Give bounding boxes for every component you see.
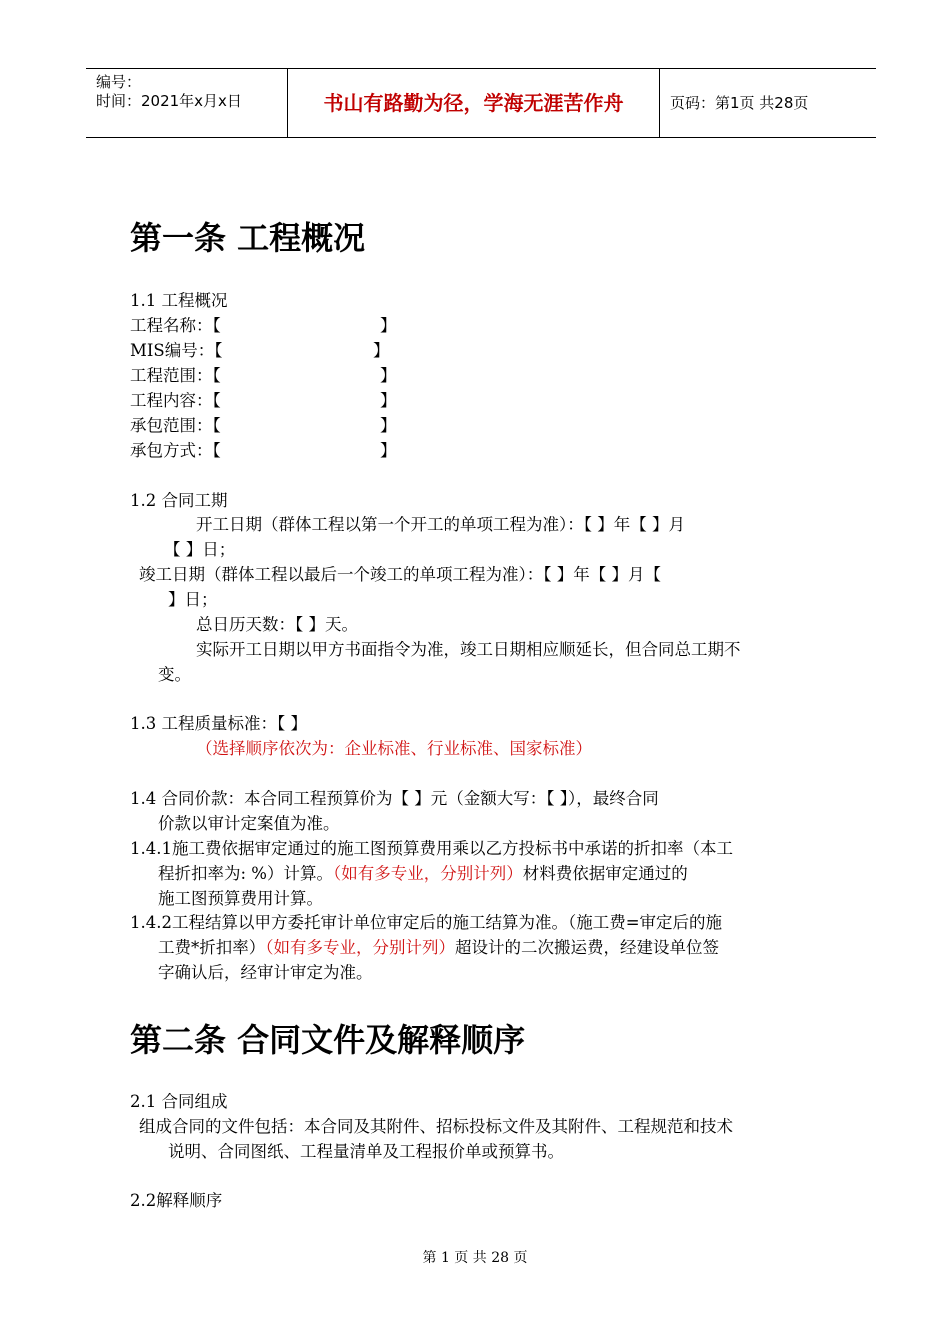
s21-line1: 组成合同的文件包括：本合同及其附件、招标投标文件及其附件、工程规范和技术 — [139, 1117, 733, 1136]
time-label: 时间：2021年x月x日 — [96, 92, 242, 110]
total-days: 总日历天数：【 】天。 — [196, 615, 358, 634]
field-close: 】 — [380, 441, 397, 460]
field-project-scope — [130, 363, 397, 388]
number-label: 编号： — [96, 73, 142, 91]
field-label: 承包范围：【 — [130, 416, 221, 435]
start-date-line1: 开工日期（群体工程以第一个开工的单项工程为准）：【 】年【 】月 — [196, 515, 685, 534]
s11-heading: 1.1 工程概况 — [130, 291, 228, 310]
s12-heading: 1.2 合同工期 — [130, 491, 228, 510]
s142-line2 — [158, 935, 719, 960]
s142-line2-b: 超设计的二次搬运费，经建设单位签 — [455, 938, 719, 957]
s14-line2: 价款以审计定案值为准。 — [158, 814, 340, 833]
s142-line3: 字确认后，经审计审定为准。 — [158, 963, 373, 982]
s13-heading: 1.3 工程质量标准：【 】 — [130, 714, 307, 733]
field-contract-method — [130, 438, 397, 463]
section1-title: 第一条 工程概况 — [130, 219, 366, 257]
field-close: 】 — [380, 416, 397, 435]
field-close: 】 — [380, 366, 397, 385]
s141-line2-b: 材料费依据审定通过的 — [522, 864, 688, 883]
s21-line2: 说明、合同图纸、工程量清单及工程报价单或预算书。 — [168, 1142, 564, 1161]
s141-line1: 1.4.1施工费依据审定通过的施工图预算费用乘以乙方投标书中承诺的折扣率（本工 — [130, 839, 733, 858]
s141-line2-a: 程折扣率为: %）计算。 — [158, 864, 333, 883]
field-mis-number — [130, 338, 390, 363]
start-date-line2: 【 】日； — [164, 540, 236, 559]
s142-line2-a: 工费*折扣率） — [158, 938, 266, 957]
header-motto: 书山有路勤为径，学海无涯苦作舟 — [287, 69, 660, 137]
s21-heading: 2.1 合同组成 — [130, 1092, 228, 1111]
s141-note: （如有多专业，分别计列） — [332, 864, 523, 883]
s22-heading: 2.2解释顺序 — [130, 1191, 223, 1210]
header-meta — [86, 69, 287, 137]
field-label: MIS编号：【 — [130, 341, 223, 360]
s14-line1: 1.4 合同价款：本合同工程预算价为【 】元（金额大写：【 】），最终合同 — [130, 789, 659, 808]
field-project-content — [130, 388, 397, 413]
s141-line2 — [158, 861, 688, 886]
field-close: 】 — [380, 316, 397, 335]
field-label: 工程内容：【 — [130, 391, 221, 410]
field-label: 工程名称：【 — [130, 316, 221, 335]
s141-line3: 施工图预算费用计算。 — [158, 889, 323, 908]
page-header — [86, 68, 876, 138]
page-footer: 第 1 页 共 28 页 — [422, 1250, 528, 1266]
s142-note: （如有多专业，分别计列） — [265, 938, 455, 957]
actual-date-line1: 实际开工日期以甲方书面指令为准，竣工日期相应顺延长，但合同总工期不 — [196, 640, 741, 659]
field-label: 承包方式：【 — [130, 441, 221, 460]
field-label: 工程范围：【 — [130, 366, 221, 385]
field-contract-scope — [130, 413, 397, 438]
header-page-info: 页码：第1页 共28页 — [670, 94, 809, 112]
s142-line1: 1.4.2工程结算以甲方委托审计单位审定后的施工结算为准。（施工费=审定后的施 — [130, 913, 723, 932]
field-close: 】 — [373, 341, 390, 360]
s13-note: （选择顺序依次为：企业标准、行业标准、国家标准） — [196, 739, 592, 758]
actual-date-line2: 变。 — [158, 665, 191, 684]
field-project-name — [130, 313, 397, 338]
end-date-line1: 竣工日期（群体工程以最后一个竣工的单项工程为准）：【 】年【 】月【 — [139, 565, 661, 584]
field-close: 】 — [380, 391, 397, 410]
section2-title: 第二条 合同文件及解释顺序 — [130, 1021, 526, 1059]
end-date-line2: 】日； — [168, 590, 218, 609]
